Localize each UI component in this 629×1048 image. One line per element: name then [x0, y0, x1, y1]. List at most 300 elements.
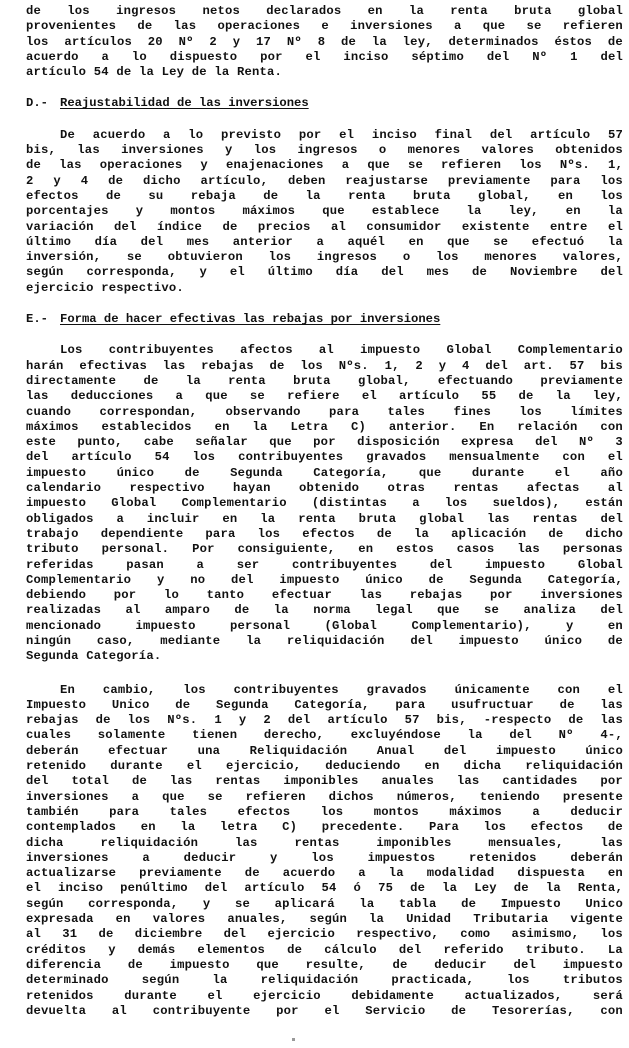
word: durante	[124, 988, 177, 1003]
section-d-paragraph	[26, 128, 623, 296]
word: los	[519, 158, 542, 173]
text-line	[26, 512, 623, 527]
word: menores	[484, 250, 538, 265]
word: 4-,	[600, 728, 623, 743]
word: las	[600, 697, 623, 712]
text-line	[26, 713, 623, 728]
word: 8	[317, 34, 326, 49]
word: de	[26, 158, 42, 173]
word: del	[114, 219, 137, 234]
section-d-letter: D.-	[26, 96, 48, 111]
word: la	[273, 603, 289, 618]
word: último	[267, 265, 313, 280]
text-line	[26, 481, 623, 496]
word: usufructuar	[451, 697, 534, 712]
word: Nº	[532, 49, 548, 64]
word: reliquidación	[260, 973, 359, 988]
word: por	[260, 49, 283, 64]
word: de	[461, 896, 477, 911]
text-line	[26, 204, 623, 219]
word: aquél	[347, 234, 386, 249]
word: valores	[152, 912, 206, 927]
word: de	[341, 34, 357, 49]
word: de	[222, 219, 238, 234]
word: en	[424, 759, 440, 774]
section-d-heading	[26, 96, 623, 111]
word: e	[321, 19, 329, 34]
word: bis,	[26, 143, 57, 158]
word: calendario	[26, 481, 102, 496]
word: las	[173, 19, 197, 34]
word: 2	[263, 713, 271, 728]
word: las	[162, 358, 186, 373]
word: el	[361, 389, 377, 404]
word: solamente	[97, 728, 166, 743]
word: refiere	[287, 389, 340, 404]
word: reliquidación	[286, 633, 385, 648]
word: 75	[378, 881, 394, 896]
text-line	[26, 389, 623, 404]
word: Complementario	[517, 343, 623, 358]
word: al	[607, 481, 623, 496]
word: personal.	[101, 542, 170, 557]
text-line	[26, 174, 623, 189]
word: los	[253, 143, 277, 158]
word: y	[200, 158, 208, 173]
section-e-paragraph-2	[26, 683, 623, 1020]
word: Ley	[161, 65, 185, 80]
word: declarados	[266, 4, 342, 18]
word: artículo	[399, 389, 460, 404]
word: por	[276, 1003, 299, 1018]
word: por	[600, 774, 623, 789]
word: Los	[60, 343, 83, 358]
word: máximos	[242, 204, 296, 219]
word: están	[585, 496, 623, 511]
word: de	[26, 4, 42, 18]
word: tributos	[562, 973, 623, 988]
word: Para	[428, 820, 460, 835]
text-line	[26, 588, 623, 603]
word: efectos	[530, 820, 584, 835]
word: la	[545, 881, 561, 896]
word: Renta.	[236, 65, 283, 80]
word: deducciones	[70, 389, 154, 404]
word: cambio,	[102, 682, 156, 697]
word: (distintas	[311, 496, 388, 511]
word: vigente	[570, 912, 623, 927]
word: Global	[111, 496, 157, 511]
word: aplicará	[274, 896, 335, 911]
word: del	[287, 713, 311, 728]
word: a	[412, 496, 420, 511]
word: dicho	[585, 526, 623, 541]
word: sueldos),	[492, 496, 561, 511]
word: rebajas	[26, 713, 79, 728]
text-line	[26, 527, 623, 542]
word: pasan	[126, 557, 164, 572]
word: la	[466, 204, 482, 219]
text-line	[26, 989, 623, 1004]
word: expresada	[26, 912, 94, 927]
word: el	[305, 49, 321, 64]
word: Nº	[286, 34, 302, 49]
word: deberán	[26, 743, 79, 758]
word: que	[162, 789, 185, 804]
word: global,	[357, 373, 411, 388]
word: artículo,	[200, 173, 269, 188]
word: por	[298, 127, 322, 142]
word: C)	[282, 820, 298, 835]
word: a	[175, 389, 184, 404]
word: previamente	[447, 173, 531, 188]
word: gravados	[366, 682, 427, 697]
word: único	[116, 465, 155, 480]
word: se	[484, 603, 500, 618]
word: de	[568, 713, 584, 728]
word: rebajas	[201, 358, 254, 373]
word: ley,	[508, 204, 539, 219]
word: Segunda	[216, 697, 269, 712]
text-line	[26, 450, 623, 465]
word: debiendo	[26, 588, 87, 603]
word: correspondan,	[99, 404, 198, 419]
word: ó	[353, 881, 362, 896]
word: al	[330, 219, 346, 234]
word: -respecto	[483, 713, 552, 728]
word: de	[98, 927, 114, 942]
word: el	[26, 881, 42, 896]
word: Nº	[178, 34, 194, 49]
word: 1,	[384, 358, 400, 373]
word: o	[402, 250, 411, 265]
word: la	[180, 820, 196, 835]
word: excluyéndose	[350, 728, 441, 743]
word: art.	[523, 358, 554, 373]
section-d-title: Reajustabilidad de las inversiones	[60, 96, 309, 111]
word: los	[300, 358, 323, 373]
word: legal	[375, 603, 413, 618]
word: Reliquidación	[249, 743, 348, 758]
word: operaciones	[99, 158, 183, 173]
word: mensuales,	[488, 835, 564, 850]
word: impuesto	[360, 343, 421, 358]
word: anuales	[381, 774, 434, 789]
word: cantidades	[502, 774, 578, 789]
word: la	[555, 389, 571, 404]
word: mes	[186, 234, 210, 249]
word: para	[205, 526, 236, 541]
word: los	[507, 973, 530, 988]
word: ley,	[592, 389, 623, 404]
word: renta	[450, 4, 488, 18]
word: acuerdo	[282, 866, 336, 881]
word: analiza	[523, 603, 577, 618]
word: los	[600, 173, 623, 188]
word: del	[600, 603, 623, 618]
word: deducir	[570, 804, 623, 819]
word: tributo	[26, 542, 79, 557]
word: Ley	[474, 881, 497, 896]
word: norma	[313, 603, 351, 618]
word: el	[324, 1003, 340, 1018]
word: de	[95, 713, 111, 728]
word: efectuar	[108, 743, 169, 758]
section-e-letter: E.-	[26, 312, 48, 327]
word: la	[369, 912, 385, 927]
word: bis	[600, 358, 623, 373]
word: de	[175, 697, 191, 712]
word: en	[565, 204, 581, 219]
word: Unico	[585, 896, 623, 911]
word: los	[483, 820, 507, 835]
word: del	[204, 881, 228, 896]
word: 55	[481, 389, 497, 404]
text-line	[26, 790, 623, 805]
word: En	[60, 682, 76, 697]
word: Unico	[111, 697, 150, 712]
text-line	[26, 744, 623, 759]
word: expresa	[461, 435, 514, 450]
word: del	[398, 942, 422, 957]
word: amparo	[164, 603, 211, 618]
word: y	[270, 850, 278, 865]
word: único	[544, 633, 583, 648]
text-line	[26, 189, 623, 204]
word: inversiones	[121, 143, 204, 158]
text-line	[26, 881, 623, 896]
word: por	[490, 588, 513, 603]
word: las	[359, 588, 383, 603]
word: del	[486, 49, 510, 64]
word: de	[269, 358, 285, 373]
word: referido	[443, 942, 504, 957]
word: en	[557, 188, 573, 203]
word: impuesto	[135, 618, 196, 633]
word: o	[378, 143, 387, 158]
word: rebaja	[190, 188, 236, 203]
word: artículo	[26, 65, 87, 80]
word: bruta	[358, 511, 397, 526]
word: deduciendo	[325, 759, 401, 774]
word: al	[26, 927, 42, 942]
word: existente	[461, 219, 530, 234]
word: del	[489, 127, 513, 142]
word: contribuyentes	[108, 343, 214, 358]
text-line	[26, 143, 623, 158]
word: y	[438, 358, 447, 373]
text-line	[26, 435, 623, 450]
word: que	[482, 19, 506, 34]
word: la	[442, 881, 458, 896]
word: reliquidación	[100, 835, 199, 850]
word: caso,	[96, 633, 135, 648]
word: de	[513, 881, 529, 896]
text-line	[26, 235, 623, 250]
word: obligados	[26, 511, 94, 526]
word: de	[244, 866, 260, 881]
text-line	[26, 634, 623, 649]
text-line	[26, 158, 623, 173]
word: índice	[156, 219, 203, 234]
word: rebajas	[409, 588, 463, 603]
word: según	[26, 265, 64, 280]
word: ley,	[402, 34, 433, 49]
word: por	[313, 435, 336, 450]
word: Por	[192, 542, 215, 557]
word: en	[115, 912, 131, 927]
word: presente	[562, 789, 623, 804]
word: de	[451, 1003, 467, 1018]
word: dispuesto	[169, 49, 238, 64]
word: a	[142, 850, 150, 865]
word: retenido	[26, 759, 87, 774]
word: corresponda,	[86, 265, 177, 280]
word: ejercicio	[26, 280, 94, 295]
word: y	[202, 896, 211, 911]
word: del	[600, 265, 623, 280]
word: Nº	[558, 728, 574, 743]
word: impuestos	[367, 850, 436, 865]
text-line	[26, 927, 623, 942]
word: también	[26, 804, 79, 819]
word: Impuesto	[26, 697, 87, 712]
word: que	[256, 957, 279, 972]
word: Nºs.	[559, 158, 590, 173]
word: el	[186, 759, 202, 774]
word: 2	[26, 173, 34, 188]
word: 17	[256, 34, 272, 49]
word: retenidos	[26, 988, 94, 1003]
word: estos	[396, 542, 434, 557]
word: observando	[225, 404, 301, 419]
word: la	[246, 633, 262, 648]
word: dichos	[328, 789, 374, 804]
text-line	[26, 19, 623, 34]
word: la	[467, 728, 483, 743]
word: anuales,	[227, 912, 288, 927]
word: del	[231, 572, 254, 587]
word: año	[600, 465, 623, 480]
word: otras	[387, 481, 426, 496]
word: ser	[236, 557, 260, 572]
word: reajustarse	[345, 173, 429, 188]
text-line	[26, 405, 623, 420]
word: practicada,	[391, 973, 475, 988]
word: las	[59, 158, 82, 173]
word: día	[335, 265, 359, 280]
word: a	[532, 804, 540, 819]
word: de	[392, 957, 408, 972]
word: de	[410, 881, 426, 896]
word: la	[408, 4, 424, 18]
word: únicamente	[454, 682, 530, 697]
word: total	[71, 774, 110, 789]
word: de	[607, 633, 623, 648]
word: de	[263, 188, 279, 203]
text-line	[26, 836, 623, 851]
word: personal	[229, 618, 291, 633]
word: 3	[615, 435, 623, 450]
word: en	[607, 618, 623, 633]
word: el	[607, 450, 623, 465]
word: de	[607, 34, 623, 49]
word: 20	[147, 34, 163, 49]
word: Categoría,	[294, 697, 370, 712]
word: de	[287, 942, 303, 957]
word: en	[222, 511, 238, 526]
word: del	[535, 435, 558, 450]
word: la	[607, 234, 623, 249]
text-line	[26, 4, 623, 19]
word: impuesto	[26, 465, 87, 480]
word: diciembre	[134, 927, 203, 942]
word: éstos	[554, 34, 593, 49]
word: contribuyentes	[238, 450, 344, 465]
word: los	[26, 34, 49, 49]
text-line	[26, 698, 623, 713]
word: Complementario	[26, 572, 132, 587]
word: su	[148, 188, 164, 203]
text-line	[26, 65, 623, 80]
word: global	[577, 4, 623, 18]
text-line	[26, 496, 623, 511]
word: anterior.	[388, 419, 457, 434]
word: se	[407, 158, 423, 173]
word: mes	[426, 265, 450, 280]
word: el	[229, 265, 245, 280]
word: efectuó	[531, 234, 585, 249]
text-line	[26, 943, 623, 958]
word: con	[600, 1003, 623, 1018]
word: impuesto	[495, 743, 556, 758]
word: en	[607, 866, 623, 881]
word: impuesto	[562, 957, 623, 972]
text-line	[26, 897, 623, 912]
word: enajenaciones	[226, 158, 324, 173]
word: como	[460, 927, 491, 942]
text-line	[26, 603, 623, 618]
section-e-title: Forma de hacer efectivas las rebajas por inversiones	[60, 312, 441, 327]
word: disposición	[357, 435, 440, 450]
word: bruta	[413, 188, 451, 203]
word: la	[359, 896, 375, 911]
word: a	[116, 511, 125, 526]
intro-paragraph	[26, 4, 623, 80]
text-line	[26, 420, 623, 435]
word: a	[316, 234, 324, 249]
text-line	[26, 128, 623, 143]
word: los	[127, 713, 151, 728]
word: de	[108, 173, 124, 188]
word: de	[191, 65, 207, 80]
word: este	[26, 435, 57, 450]
word: reliquidación	[525, 759, 623, 774]
word: asimismo,	[511, 927, 580, 942]
word: y	[566, 618, 574, 633]
word: al	[318, 343, 334, 358]
word: durante	[110, 759, 163, 774]
text-line	[26, 35, 623, 50]
word: variación	[26, 219, 94, 234]
word: casos	[456, 542, 495, 557]
word: las	[77, 143, 100, 158]
word: último	[26, 234, 72, 249]
word: señalar	[195, 435, 248, 450]
word: a	[196, 557, 205, 572]
word: del	[381, 265, 404, 280]
word: de	[105, 188, 122, 203]
